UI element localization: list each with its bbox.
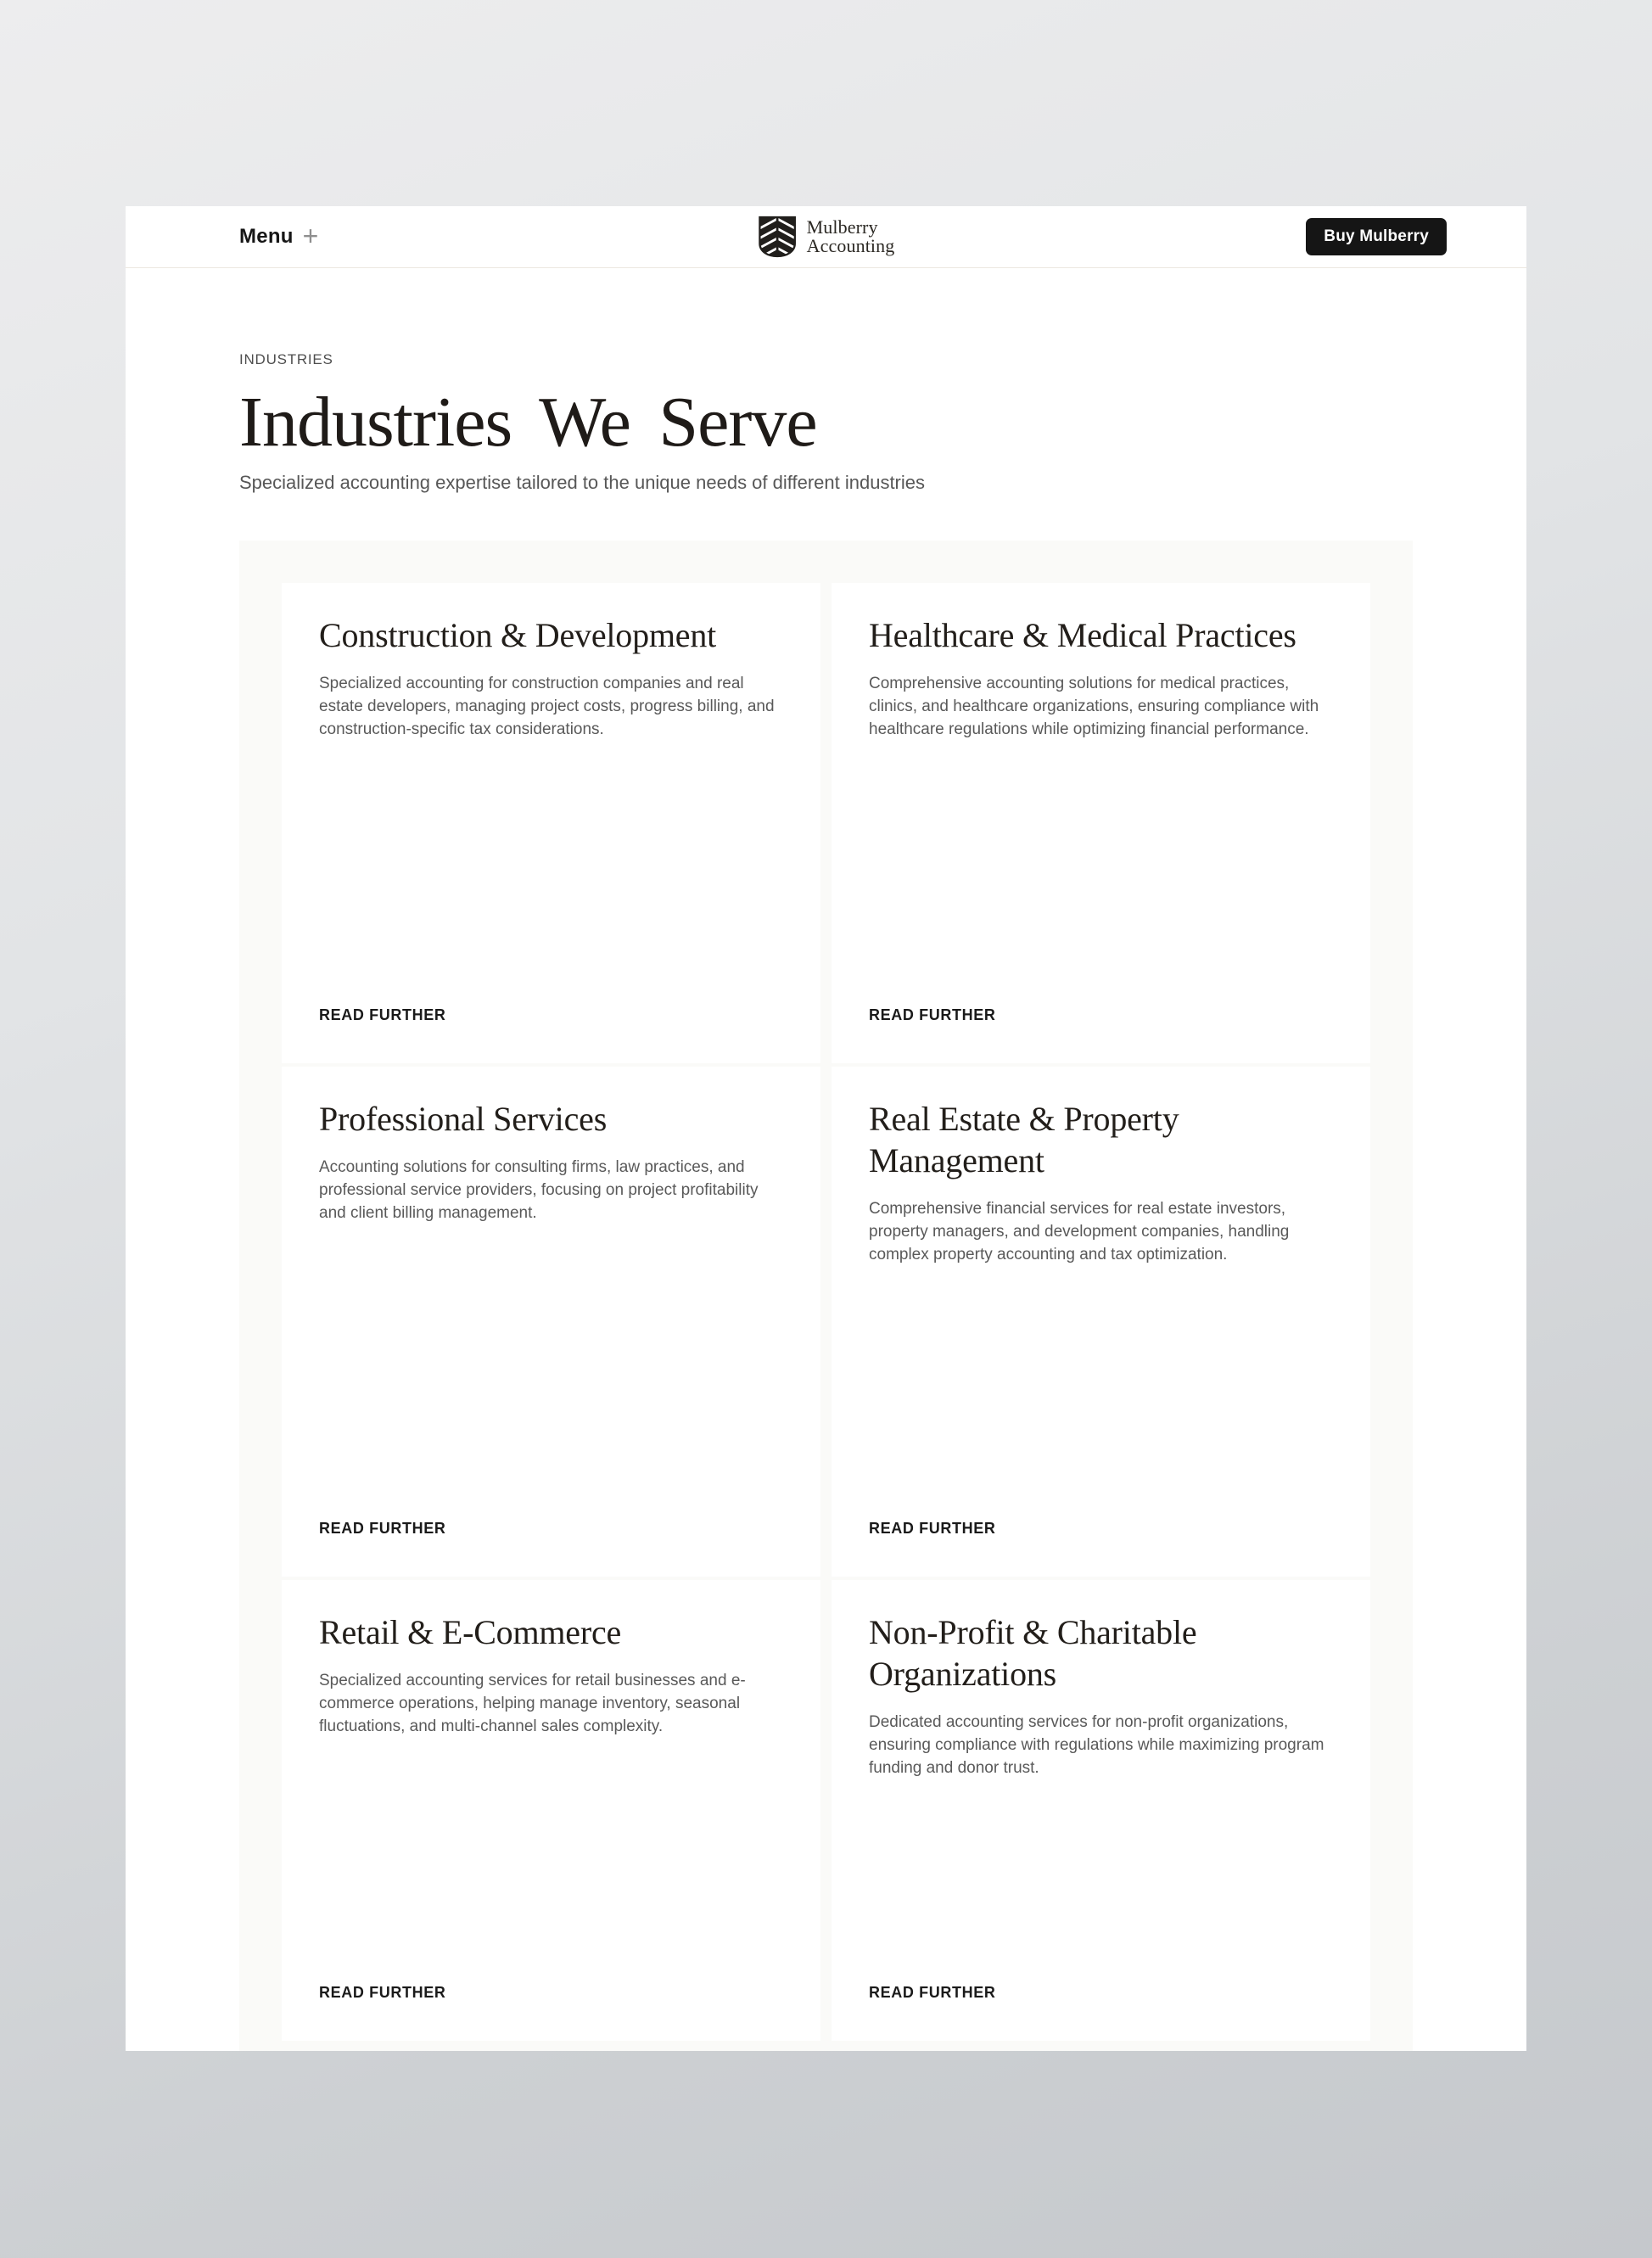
industry-card-description: Comprehensive financial services for real estate investors, property managers, and development companies, handling complex property accounting and tax optimization. bbox=[869, 1199, 1290, 1264]
read-further-link[interactable]: READ FURTHER bbox=[319, 1520, 446, 1538]
eyebrow-label: INDUSTRIES bbox=[239, 351, 333, 367]
industry-card-professional-services bbox=[282, 1067, 820, 1577]
page-subtitle: Specialized accounting expertise tailored to the unique needs of different industries bbox=[239, 472, 926, 494]
brand-logo[interactable] bbox=[758, 216, 895, 258]
industry-card-description: Comprehensive accounting solutions for medical practices, clinics, and healthcare organizations, ensuring compliance with healthcare regulations while optimizing financial performance. bbox=[869, 674, 1319, 739]
read-further-link[interactable]: READ FURTHER bbox=[319, 1984, 446, 2002]
shield-crest-icon bbox=[758, 216, 797, 258]
industry-card-non-profit bbox=[832, 1580, 1370, 2041]
brand-name bbox=[807, 218, 895, 256]
menu-label: Menu bbox=[239, 225, 294, 248]
menu-button[interactable] bbox=[239, 221, 319, 251]
brand-name-line2: Accounting bbox=[806, 235, 895, 256]
industry-card-description: Specialized accounting services for retail businesses and e-commerce operations, helping manage inventory, seasonal fluctuations, and multi-channel sales complexity. bbox=[319, 1671, 746, 1736]
industry-card-description: Specialized accounting for construction companies and real estate developers, managing project costs, progress billing, and construction-specific tax considerations. bbox=[319, 674, 775, 739]
plus-icon: + bbox=[302, 221, 319, 251]
industries-section bbox=[239, 541, 1413, 2051]
industry-card-healthcare bbox=[832, 583, 1370, 1063]
industry-card-description: Accounting solutions for consulting firms, law practices, and professional service providers, focusing on project profitability and client billing management. bbox=[319, 1157, 759, 1223]
main-content bbox=[126, 351, 1526, 2051]
brand-name-line1: Mulberry bbox=[806, 216, 878, 238]
page-title: Industries We Serve bbox=[239, 383, 817, 462]
industry-card-description: Dedicated accounting services for non-profit organizations, ensuring compliance with regulations while maximizing program funding and donor trust. bbox=[869, 1712, 1324, 1778]
read-further-link[interactable]: READ FURTHER bbox=[319, 1006, 446, 1024]
industry-card-title: Construction & Development bbox=[319, 616, 717, 655]
industry-card-title: Non-Profit & Charitable Organizations bbox=[869, 1613, 1197, 1693]
site-header bbox=[126, 206, 1526, 268]
industry-card-retail-ecommerce bbox=[282, 1580, 820, 2041]
read-further-link[interactable]: READ FURTHER bbox=[869, 1520, 996, 1538]
industry-card-title: Retail & E-Commerce bbox=[319, 1613, 622, 1652]
read-further-link[interactable]: READ FURTHER bbox=[869, 1006, 996, 1024]
industry-card-title: Healthcare & Medical Practices bbox=[869, 616, 1296, 655]
industry-card-construction bbox=[282, 583, 820, 1063]
read-further-link[interactable]: READ FURTHER bbox=[869, 1984, 996, 2002]
page-container bbox=[126, 206, 1526, 2051]
industries-grid bbox=[282, 583, 1370, 2041]
industry-card-title: Professional Services bbox=[319, 1100, 608, 1139]
industry-card-real-estate bbox=[832, 1067, 1370, 1577]
buy-mulberry-button[interactable]: Buy Mulberry bbox=[1306, 218, 1447, 255]
industry-card-title: Real Estate & Property Management bbox=[869, 1100, 1179, 1179]
